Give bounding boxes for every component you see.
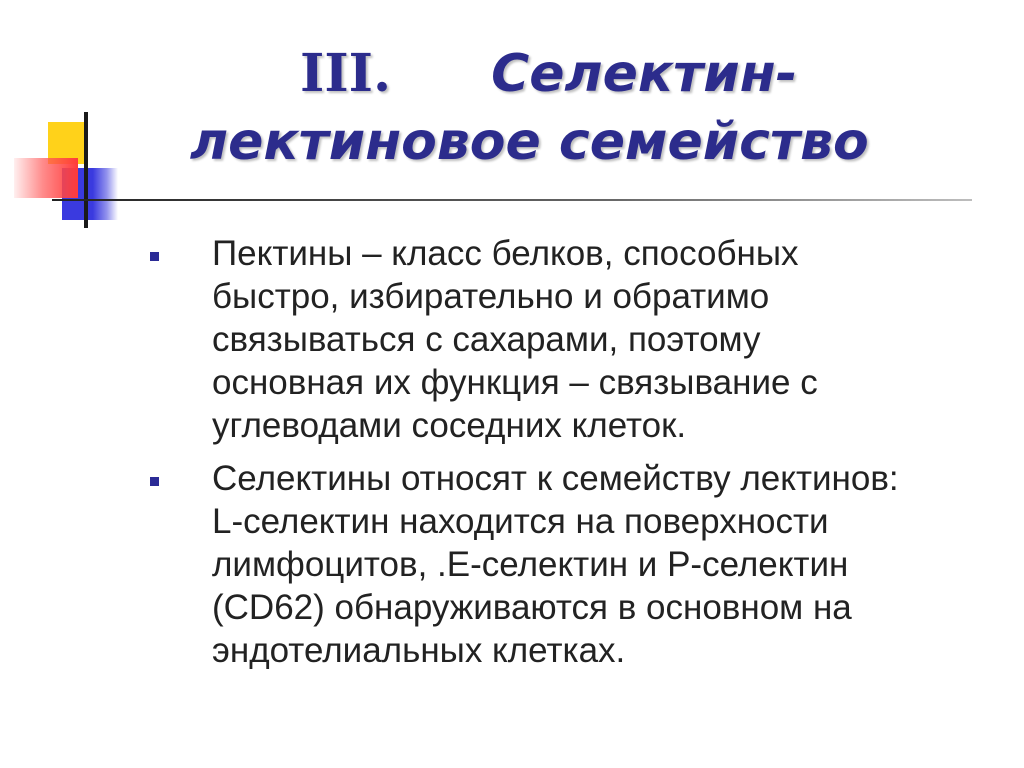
title-word: Селектин- <box>491 44 798 104</box>
title-underline <box>52 199 972 201</box>
title-line-2: лектиновое семейство <box>190 112 869 172</box>
bullet-square-icon <box>150 252 159 261</box>
decorative-red-square <box>14 158 78 198</box>
bullet-item <box>150 457 1010 672</box>
bullet-square-icon <box>150 477 159 486</box>
bullet-item <box>150 232 1010 447</box>
decorative-vertical-line <box>84 112 88 228</box>
title-numeral: III. <box>300 43 392 104</box>
slide-title <box>190 42 970 174</box>
title-line-1 <box>190 42 970 106</box>
bullet-text: Селектины относят к семейству лектинов: L-селектин находится на поверхности лимфоцитов, .Е-селектин и Р-селектин (CD62) обнаруживаются в основном на эндотелиальных клетках. <box>212 459 899 670</box>
bullet-list <box>150 232 1010 682</box>
bullet-text: Пектины – класс белков, способных быстро, избирательно и обратимо связываться с сахарами, поэтому основная их функция – связывание с углеводами соседних клеток. <box>212 234 818 445</box>
